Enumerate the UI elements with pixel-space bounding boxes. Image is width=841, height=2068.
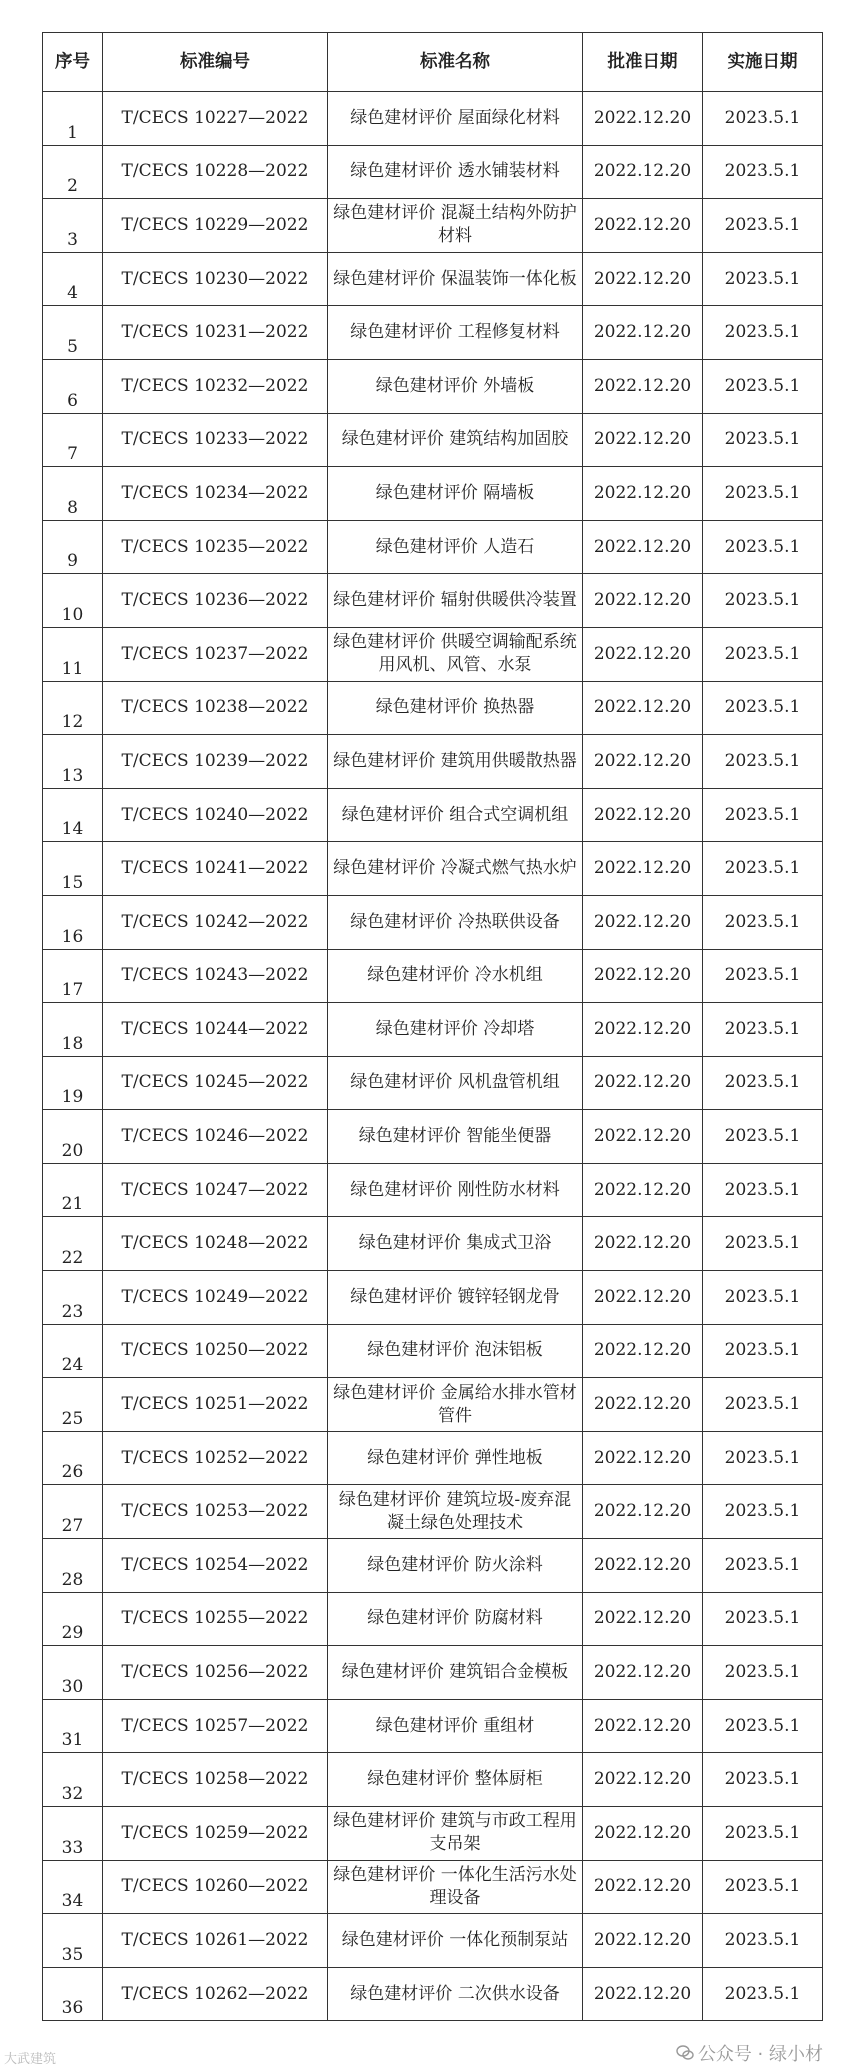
cell-no: 28 <box>43 1539 103 1593</box>
cell-code: T/CECS 10241—2022 <box>103 842 328 896</box>
cell-no: 9 <box>43 520 103 574</box>
cell-name: 绿色建材评价 隔墙板 <box>328 467 583 521</box>
cell-code: T/CECS 10234—2022 <box>103 467 328 521</box>
cell-approval-date: 2022.12.20 <box>583 467 703 521</box>
cell-code: T/CECS 10240—2022 <box>103 788 328 842</box>
cell-implementation-date: 2023.5.1 <box>703 1699 823 1753</box>
watermark-right-text: 公众号 · 绿小材 <box>697 2044 823 2065</box>
table-row <box>43 1056 823 1110</box>
cell-approval-date: 2022.12.20 <box>583 252 703 306</box>
cell-code: T/CECS 10254—2022 <box>103 1539 328 1593</box>
cell-no: 34 <box>43 1860 103 1914</box>
cell-no: 35 <box>43 1914 103 1968</box>
cell-code: T/CECS 10244—2022 <box>103 1003 328 1057</box>
cell-code: T/CECS 10233—2022 <box>103 413 328 467</box>
header-no: 序号 <box>43 33 103 92</box>
table-row <box>43 1967 823 2021</box>
cell-approval-date: 2022.12.20 <box>583 1056 703 1110</box>
cell-code: T/CECS 10261—2022 <box>103 1914 328 1968</box>
cell-implementation-date: 2023.5.1 <box>703 842 823 896</box>
cell-approval-date: 2022.12.20 <box>583 1003 703 1057</box>
cell-name: 绿色建材评价 弹性地板 <box>328 1431 583 1485</box>
cell-approval-date: 2022.12.20 <box>583 1646 703 1700</box>
cell-approval-date: 2022.12.20 <box>583 1967 703 2021</box>
cell-code: T/CECS 10255—2022 <box>103 1592 328 1646</box>
cell-approval-date: 2022.12.20 <box>583 735 703 789</box>
cell-approval-date: 2022.12.20 <box>583 1539 703 1593</box>
cell-name: 绿色建材评价 冷凝式燃气热水炉 <box>328 842 583 896</box>
cell-no: 8 <box>43 467 103 521</box>
cell-name: 绿色建材评价 混凝土结构外防护材料 <box>328 199 583 253</box>
cell-approval-date: 2022.12.20 <box>583 895 703 949</box>
cell-no: 23 <box>43 1271 103 1325</box>
cell-implementation-date: 2023.5.1 <box>703 1646 823 1700</box>
table-row <box>43 306 823 360</box>
cell-implementation-date: 2023.5.1 <box>703 681 823 735</box>
cell-name: 绿色建材评价 透水铺装材料 <box>328 145 583 199</box>
cell-no: 10 <box>43 574 103 628</box>
cell-no: 27 <box>43 1485 103 1539</box>
cell-no: 33 <box>43 1807 103 1861</box>
cell-approval-date: 2022.12.20 <box>583 1163 703 1217</box>
cell-code: T/CECS 10252—2022 <box>103 1431 328 1485</box>
cell-no: 14 <box>43 788 103 842</box>
cell-implementation-date: 2023.5.1 <box>703 1914 823 1968</box>
cell-implementation-date: 2023.5.1 <box>703 574 823 628</box>
cell-implementation-date: 2023.5.1 <box>703 1485 823 1539</box>
table-row <box>43 1860 823 1914</box>
table-row <box>43 92 823 146</box>
cell-approval-date: 2022.12.20 <box>583 627 703 681</box>
table-row <box>43 520 823 574</box>
cell-no: 17 <box>43 949 103 1003</box>
table-header-row <box>43 33 823 92</box>
table-row <box>43 145 823 199</box>
cell-no: 30 <box>43 1646 103 1700</box>
table-row <box>43 1807 823 1861</box>
cell-approval-date: 2022.12.20 <box>583 306 703 360</box>
cell-code: T/CECS 10237—2022 <box>103 627 328 681</box>
cell-name: 绿色建材评价 建筑垃圾-废弃混凝土绿色处理技术 <box>328 1485 583 1539</box>
table-row <box>43 199 823 253</box>
table-row <box>43 1378 823 1432</box>
cell-approval-date: 2022.12.20 <box>583 681 703 735</box>
cell-approval-date: 2022.12.20 <box>583 1592 703 1646</box>
cell-name: 绿色建材评价 外墙板 <box>328 359 583 413</box>
cell-implementation-date: 2023.5.1 <box>703 1271 823 1325</box>
table-row <box>43 359 823 413</box>
cell-name: 绿色建材评价 防火涂料 <box>328 1539 583 1593</box>
watermark-right <box>676 2040 823 2066</box>
cell-name: 绿色建材评价 保温装饰一体化板 <box>328 252 583 306</box>
cell-implementation-date: 2023.5.1 <box>703 1378 823 1432</box>
cell-implementation-date: 2023.5.1 <box>703 627 823 681</box>
cell-no: 6 <box>43 359 103 413</box>
cell-name: 绿色建材评价 整体厨柜 <box>328 1753 583 1807</box>
cell-no: 7 <box>43 413 103 467</box>
cell-code: T/CECS 10259—2022 <box>103 1807 328 1861</box>
table-row <box>43 1539 823 1593</box>
cell-approval-date: 2022.12.20 <box>583 842 703 896</box>
cell-name: 绿色建材评价 人造石 <box>328 520 583 574</box>
cell-no: 29 <box>43 1592 103 1646</box>
cell-code: T/CECS 10230—2022 <box>103 252 328 306</box>
cell-implementation-date: 2023.5.1 <box>703 1163 823 1217</box>
cell-code: T/CECS 10238—2022 <box>103 681 328 735</box>
table-row <box>43 1914 823 1968</box>
header-implementation-date: 实施日期 <box>703 33 823 92</box>
cell-name: 绿色建材评价 智能坐便器 <box>328 1110 583 1164</box>
table-row <box>43 1003 823 1057</box>
cell-approval-date: 2022.12.20 <box>583 1914 703 1968</box>
cell-no: 13 <box>43 735 103 789</box>
cell-approval-date: 2022.12.20 <box>583 359 703 413</box>
cell-code: T/CECS 10243—2022 <box>103 949 328 1003</box>
cell-approval-date: 2022.12.20 <box>583 1378 703 1432</box>
cell-implementation-date: 2023.5.1 <box>703 1753 823 1807</box>
cell-code: T/CECS 10229—2022 <box>103 199 328 253</box>
cell-name: 绿色建材评价 建筑用供暖散热器 <box>328 735 583 789</box>
wechat-icon <box>676 2044 694 2062</box>
cell-code: T/CECS 10260—2022 <box>103 1860 328 1914</box>
table-row <box>43 788 823 842</box>
cell-no: 32 <box>43 1753 103 1807</box>
table-row <box>43 735 823 789</box>
cell-code: T/CECS 10250—2022 <box>103 1324 328 1378</box>
cell-code: T/CECS 10262—2022 <box>103 1967 328 2021</box>
table-row <box>43 1163 823 1217</box>
cell-name: 绿色建材评价 供暖空调输配系统用风机、风管、水泵 <box>328 627 583 681</box>
cell-approval-date: 2022.12.20 <box>583 788 703 842</box>
table-row <box>43 627 823 681</box>
cell-implementation-date: 2023.5.1 <box>703 949 823 1003</box>
table-row <box>43 681 823 735</box>
cell-approval-date: 2022.12.20 <box>583 199 703 253</box>
table-row <box>43 413 823 467</box>
cell-name: 绿色建材评价 冷热联供设备 <box>328 895 583 949</box>
cell-name: 绿色建材评价 组合式空调机组 <box>328 788 583 842</box>
cell-code: T/CECS 10258—2022 <box>103 1753 328 1807</box>
cell-implementation-date: 2023.5.1 <box>703 92 823 146</box>
cell-approval-date: 2022.12.20 <box>583 1217 703 1271</box>
cell-no: 36 <box>43 1967 103 2021</box>
table-row <box>43 1646 823 1700</box>
cell-name: 绿色建材评价 一体化预制泵站 <box>328 1914 583 1968</box>
cell-code: T/CECS 10228—2022 <box>103 145 328 199</box>
header-name: 标准名称 <box>328 33 583 92</box>
cell-name: 绿色建材评价 建筑与市政工程用支吊架 <box>328 1807 583 1861</box>
cell-no: 22 <box>43 1217 103 1271</box>
cell-name: 绿色建材评价 换热器 <box>328 681 583 735</box>
cell-approval-date: 2022.12.20 <box>583 1807 703 1861</box>
cell-approval-date: 2022.12.20 <box>583 1324 703 1378</box>
cell-code: T/CECS 10236—2022 <box>103 574 328 628</box>
cell-implementation-date: 2023.5.1 <box>703 1592 823 1646</box>
cell-implementation-date: 2023.5.1 <box>703 735 823 789</box>
cell-no: 12 <box>43 681 103 735</box>
cell-code: T/CECS 10249—2022 <box>103 1271 328 1325</box>
cell-name: 绿色建材评价 镀锌轻钢龙骨 <box>328 1271 583 1325</box>
header-approval-date: 批准日期 <box>583 33 703 92</box>
cell-name: 绿色建材评价 建筑铝合金模板 <box>328 1646 583 1700</box>
table-row <box>43 1753 823 1807</box>
cell-name: 绿色建材评价 冷却塔 <box>328 1003 583 1057</box>
cell-no: 3 <box>43 199 103 253</box>
cell-no: 20 <box>43 1110 103 1164</box>
cell-implementation-date: 2023.5.1 <box>703 1860 823 1914</box>
cell-no: 16 <box>43 895 103 949</box>
watermark-left: 大武建筑 <box>4 2052 57 2067</box>
cell-name: 绿色建材评价 集成式卫浴 <box>328 1217 583 1271</box>
cell-implementation-date: 2023.5.1 <box>703 1431 823 1485</box>
cell-no: 1 <box>43 92 103 146</box>
cell-implementation-date: 2023.5.1 <box>703 145 823 199</box>
cell-approval-date: 2022.12.20 <box>583 1271 703 1325</box>
table-body <box>43 92 823 2021</box>
cell-implementation-date: 2023.5.1 <box>703 467 823 521</box>
cell-implementation-date: 2023.5.1 <box>703 1324 823 1378</box>
table-row <box>43 1592 823 1646</box>
cell-code: T/CECS 10231—2022 <box>103 306 328 360</box>
table-row <box>43 1699 823 1753</box>
standards-table <box>42 32 823 2021</box>
cell-name: 绿色建材评价 重组材 <box>328 1699 583 1753</box>
cell-no: 4 <box>43 252 103 306</box>
table-row <box>43 1485 823 1539</box>
table-row <box>43 842 823 896</box>
table-row <box>43 574 823 628</box>
table-row <box>43 252 823 306</box>
cell-implementation-date: 2023.5.1 <box>703 1003 823 1057</box>
cell-code: T/CECS 10245—2022 <box>103 1056 328 1110</box>
cell-approval-date: 2022.12.20 <box>583 1110 703 1164</box>
cell-no: 2 <box>43 145 103 199</box>
cell-code: T/CECS 10235—2022 <box>103 520 328 574</box>
cell-name: 绿色建材评价 风机盘管机组 <box>328 1056 583 1110</box>
cell-code: T/CECS 10227—2022 <box>103 92 328 146</box>
cell-implementation-date: 2023.5.1 <box>703 252 823 306</box>
cell-implementation-date: 2023.5.1 <box>703 359 823 413</box>
cell-name: 绿色建材评价 二次供水设备 <box>328 1967 583 2021</box>
cell-code: T/CECS 10247—2022 <box>103 1163 328 1217</box>
cell-no: 21 <box>43 1163 103 1217</box>
cell-name: 绿色建材评价 建筑结构加固胶 <box>328 413 583 467</box>
table-row <box>43 949 823 1003</box>
cell-approval-date: 2022.12.20 <box>583 413 703 467</box>
cell-no: 5 <box>43 306 103 360</box>
table-row <box>43 895 823 949</box>
table-row <box>43 1271 823 1325</box>
cell-no: 25 <box>43 1378 103 1432</box>
cell-name: 绿色建材评价 辐射供暖供冷装置 <box>328 574 583 628</box>
cell-code: T/CECS 10239—2022 <box>103 735 328 789</box>
cell-implementation-date: 2023.5.1 <box>703 1807 823 1861</box>
cell-code: T/CECS 10257—2022 <box>103 1699 328 1753</box>
cell-approval-date: 2022.12.20 <box>583 1699 703 1753</box>
cell-implementation-date: 2023.5.1 <box>703 788 823 842</box>
cell-name: 绿色建材评价 屋面绿化材料 <box>328 92 583 146</box>
table-row <box>43 1324 823 1378</box>
cell-implementation-date: 2023.5.1 <box>703 895 823 949</box>
table-row <box>43 467 823 521</box>
cell-no: 24 <box>43 1324 103 1378</box>
cell-name: 绿色建材评价 刚性防水材料 <box>328 1163 583 1217</box>
cell-approval-date: 2022.12.20 <box>583 949 703 1003</box>
cell-implementation-date: 2023.5.1 <box>703 413 823 467</box>
table-row <box>43 1110 823 1164</box>
cell-code: T/CECS 10256—2022 <box>103 1646 328 1700</box>
header-code: 标准编号 <box>103 33 328 92</box>
cell-code: T/CECS 10232—2022 <box>103 359 328 413</box>
cell-code: T/CECS 10246—2022 <box>103 1110 328 1164</box>
table-row <box>43 1217 823 1271</box>
cell-code: T/CECS 10251—2022 <box>103 1378 328 1432</box>
cell-approval-date: 2022.12.20 <box>583 1431 703 1485</box>
cell-approval-date: 2022.12.20 <box>583 1860 703 1914</box>
cell-approval-date: 2022.12.20 <box>583 574 703 628</box>
cell-approval-date: 2022.12.20 <box>583 1485 703 1539</box>
cell-no: 15 <box>43 842 103 896</box>
cell-code: T/CECS 10242—2022 <box>103 895 328 949</box>
cell-approval-date: 2022.12.20 <box>583 92 703 146</box>
cell-name: 绿色建材评价 工程修复材料 <box>328 306 583 360</box>
cell-implementation-date: 2023.5.1 <box>703 520 823 574</box>
cell-no: 11 <box>43 627 103 681</box>
cell-implementation-date: 2023.5.1 <box>703 199 823 253</box>
cell-implementation-date: 2023.5.1 <box>703 1110 823 1164</box>
cell-approval-date: 2022.12.20 <box>583 145 703 199</box>
cell-implementation-date: 2023.5.1 <box>703 1967 823 2021</box>
cell-code: T/CECS 10248—2022 <box>103 1217 328 1271</box>
cell-no: 19 <box>43 1056 103 1110</box>
cell-no: 31 <box>43 1699 103 1753</box>
cell-approval-date: 2022.12.20 <box>583 1753 703 1807</box>
cell-name: 绿色建材评价 冷水机组 <box>328 949 583 1003</box>
cell-implementation-date: 2023.5.1 <box>703 1217 823 1271</box>
cell-code: T/CECS 10253—2022 <box>103 1485 328 1539</box>
cell-approval-date: 2022.12.20 <box>583 520 703 574</box>
cell-name: 绿色建材评价 防腐材料 <box>328 1592 583 1646</box>
cell-implementation-date: 2023.5.1 <box>703 306 823 360</box>
cell-name: 绿色建材评价 金属给水排水管材管件 <box>328 1378 583 1432</box>
cell-implementation-date: 2023.5.1 <box>703 1056 823 1110</box>
table-row <box>43 1431 823 1485</box>
cell-name: 绿色建材评价 一体化生活污水处理设备 <box>328 1860 583 1914</box>
cell-name: 绿色建材评价 泡沫铝板 <box>328 1324 583 1378</box>
cell-no: 26 <box>43 1431 103 1485</box>
cell-implementation-date: 2023.5.1 <box>703 1539 823 1593</box>
cell-no: 18 <box>43 1003 103 1057</box>
